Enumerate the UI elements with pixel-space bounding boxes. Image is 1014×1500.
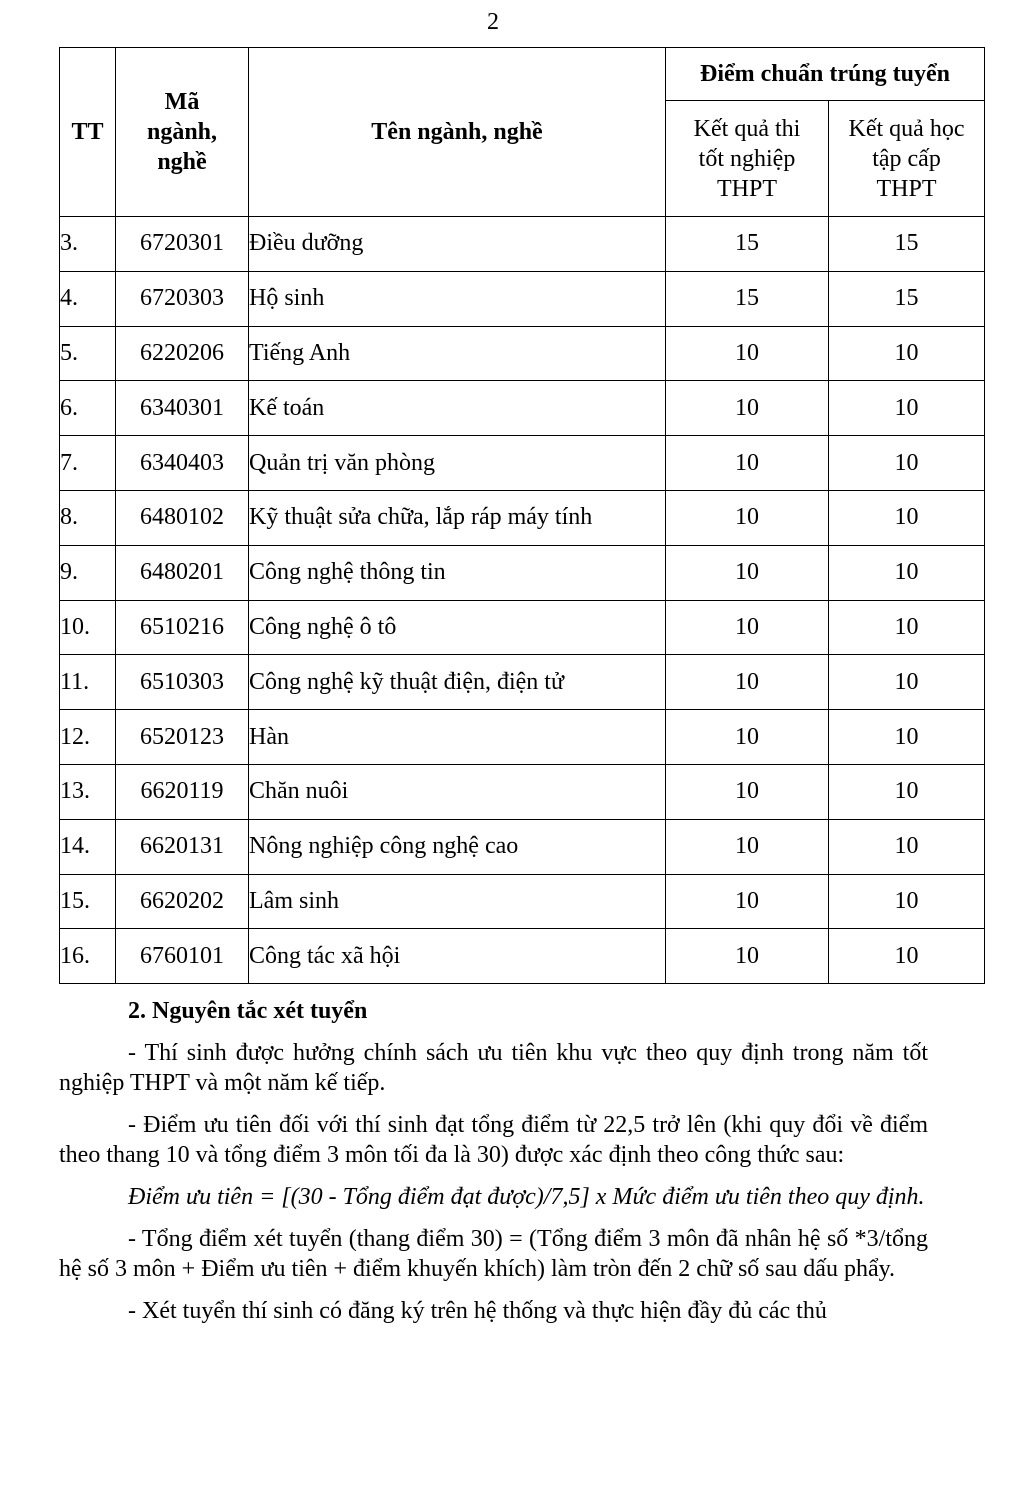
program-name: Chăn nuôi xyxy=(249,764,666,819)
section-heading: 2. Nguyên tắc xét tuyển xyxy=(128,998,368,1024)
table-row xyxy=(60,545,985,600)
row-number: 10. xyxy=(60,600,116,655)
score-study: 10 xyxy=(829,436,985,491)
score-study: 15 xyxy=(829,217,985,272)
row-number: 8. xyxy=(60,490,116,545)
program-code: 6340403 xyxy=(116,436,249,491)
header-score-group: Điểm chuẩn trúng tuyển xyxy=(666,48,985,101)
table-row xyxy=(60,764,985,819)
score-study: 10 xyxy=(829,929,985,984)
table-row xyxy=(60,929,985,984)
row-number: 3. xyxy=(60,217,116,272)
program-code: 6480201 xyxy=(116,545,249,600)
row-number: 16. xyxy=(60,929,116,984)
table-row xyxy=(60,490,985,545)
score-study: 10 xyxy=(829,655,985,710)
program-name: Quản trị văn phòng xyxy=(249,436,666,491)
paragraph-registration: - Xét tuyển thí sinh có đăng ký trên hệ thống và thực hiện đầy đủ các thủ xyxy=(128,1298,827,1324)
table-row xyxy=(60,710,985,765)
table-row xyxy=(60,217,985,272)
score-exam: 10 xyxy=(666,326,829,381)
program-name: Kỹ thuật sửa chữa, lắp ráp máy tính xyxy=(249,490,666,545)
row-number: 11. xyxy=(60,655,116,710)
program-name: Công nghệ kỹ thuật điện, điện tử xyxy=(249,655,666,710)
program-name: Điều dưỡng xyxy=(249,217,666,272)
header-code: Mã ngành, nghề xyxy=(116,48,249,217)
score-study: 10 xyxy=(829,710,985,765)
score-exam: 15 xyxy=(666,217,829,272)
row-number: 14. xyxy=(60,819,116,874)
table-row xyxy=(60,271,985,326)
score-study: 10 xyxy=(829,600,985,655)
score-study: 10 xyxy=(829,819,985,874)
table-row xyxy=(60,655,985,710)
row-number: 7. xyxy=(60,436,116,491)
program-code: 6720301 xyxy=(116,217,249,272)
score-study: 15 xyxy=(829,271,985,326)
score-exam: 10 xyxy=(666,545,829,600)
score-exam: 10 xyxy=(666,929,829,984)
row-number: 6. xyxy=(60,381,116,436)
row-number: 9. xyxy=(60,545,116,600)
table-row xyxy=(60,874,985,929)
header-score-study: Kết quả học tập cấp THPT xyxy=(829,101,985,217)
program-code: 6760101 xyxy=(116,929,249,984)
program-name: Nông nghiệp công nghệ cao xyxy=(249,819,666,874)
score-exam: 10 xyxy=(666,764,829,819)
program-code: 6510303 xyxy=(116,655,249,710)
program-name: Công tác xã hội xyxy=(249,929,666,984)
program-name: Tiếng Anh xyxy=(249,326,666,381)
score-exam: 10 xyxy=(666,436,829,491)
program-name: Lâm sinh xyxy=(249,874,666,929)
row-number: 4. xyxy=(60,271,116,326)
program-code: 6220206 xyxy=(116,326,249,381)
program-code: 6510216 xyxy=(116,600,249,655)
program-code: 6620202 xyxy=(116,874,249,929)
paragraph-priority-region: - Thí sinh được hưởng chính sách ưu tiên khu vực theo quy định trong năm tốt nghiệp THPT và một năm kế tiếp. xyxy=(59,1040,928,1096)
score-exam: 15 xyxy=(666,271,829,326)
admission-principles xyxy=(59,996,928,1338)
header-tt: TT xyxy=(60,48,116,217)
program-name: Công nghệ thông tin xyxy=(249,545,666,600)
paragraph-total-score: - Tổng điểm xét tuyển (thang điểm 30) = (Tổng điểm 3 môn đã nhân hệ số *3/tổng hệ số 3 môn + Điểm ưu tiên + điểm khuyến khích) làm tròn đến 2 chữ số sau dấu phẩy. xyxy=(59,1226,928,1282)
row-number: 15. xyxy=(60,874,116,929)
row-number: 5. xyxy=(60,326,116,381)
score-exam: 10 xyxy=(666,819,829,874)
table-row xyxy=(60,819,985,874)
program-code: 6340301 xyxy=(116,381,249,436)
score-study: 10 xyxy=(829,381,985,436)
row-number: 12. xyxy=(60,710,116,765)
score-exam: 10 xyxy=(666,381,829,436)
program-code: 6520123 xyxy=(116,710,249,765)
score-study: 10 xyxy=(829,490,985,545)
score-study: 10 xyxy=(829,874,985,929)
program-code: 6720303 xyxy=(116,271,249,326)
program-name: Công nghệ ô tô xyxy=(249,600,666,655)
table-row xyxy=(60,436,985,491)
score-exam: 10 xyxy=(666,600,829,655)
priority-formula: Điểm ưu tiên = [(30 - Tổng điểm đạt được)/7,5] x Mức điểm ưu tiên theo quy định. xyxy=(128,1184,925,1210)
score-study: 10 xyxy=(829,764,985,819)
page-number: 2 xyxy=(487,9,499,35)
row-number: 13. xyxy=(60,764,116,819)
score-exam: 10 xyxy=(666,655,829,710)
program-name: Kế toán xyxy=(249,381,666,436)
table-row xyxy=(60,600,985,655)
program-code: 6620131 xyxy=(116,819,249,874)
score-exam: 10 xyxy=(666,490,829,545)
table-row xyxy=(60,381,985,436)
header-score-exam: Kết quả thi tốt nghiệp THPT xyxy=(666,101,829,217)
program-name: Hộ sinh xyxy=(249,271,666,326)
paragraph-priority-score: - Điểm ưu tiên đối với thí sinh đạt tổng điểm từ 22,5 trở lên (khi quy đổi về điểm theo thang 10 và tổng điểm 3 môn tối đa là 30) được xác định theo công thức sau: xyxy=(59,1112,928,1168)
score-exam: 10 xyxy=(666,710,829,765)
score-exam: 10 xyxy=(666,874,829,929)
score-study: 10 xyxy=(829,326,985,381)
program-code: 6620119 xyxy=(116,764,249,819)
score-study: 10 xyxy=(829,545,985,600)
table-row xyxy=(60,326,985,381)
program-name: Hàn xyxy=(249,710,666,765)
header-name: Tên ngành, nghề xyxy=(249,48,666,217)
program-code: 6480102 xyxy=(116,490,249,545)
admission-score-table xyxy=(59,47,985,984)
